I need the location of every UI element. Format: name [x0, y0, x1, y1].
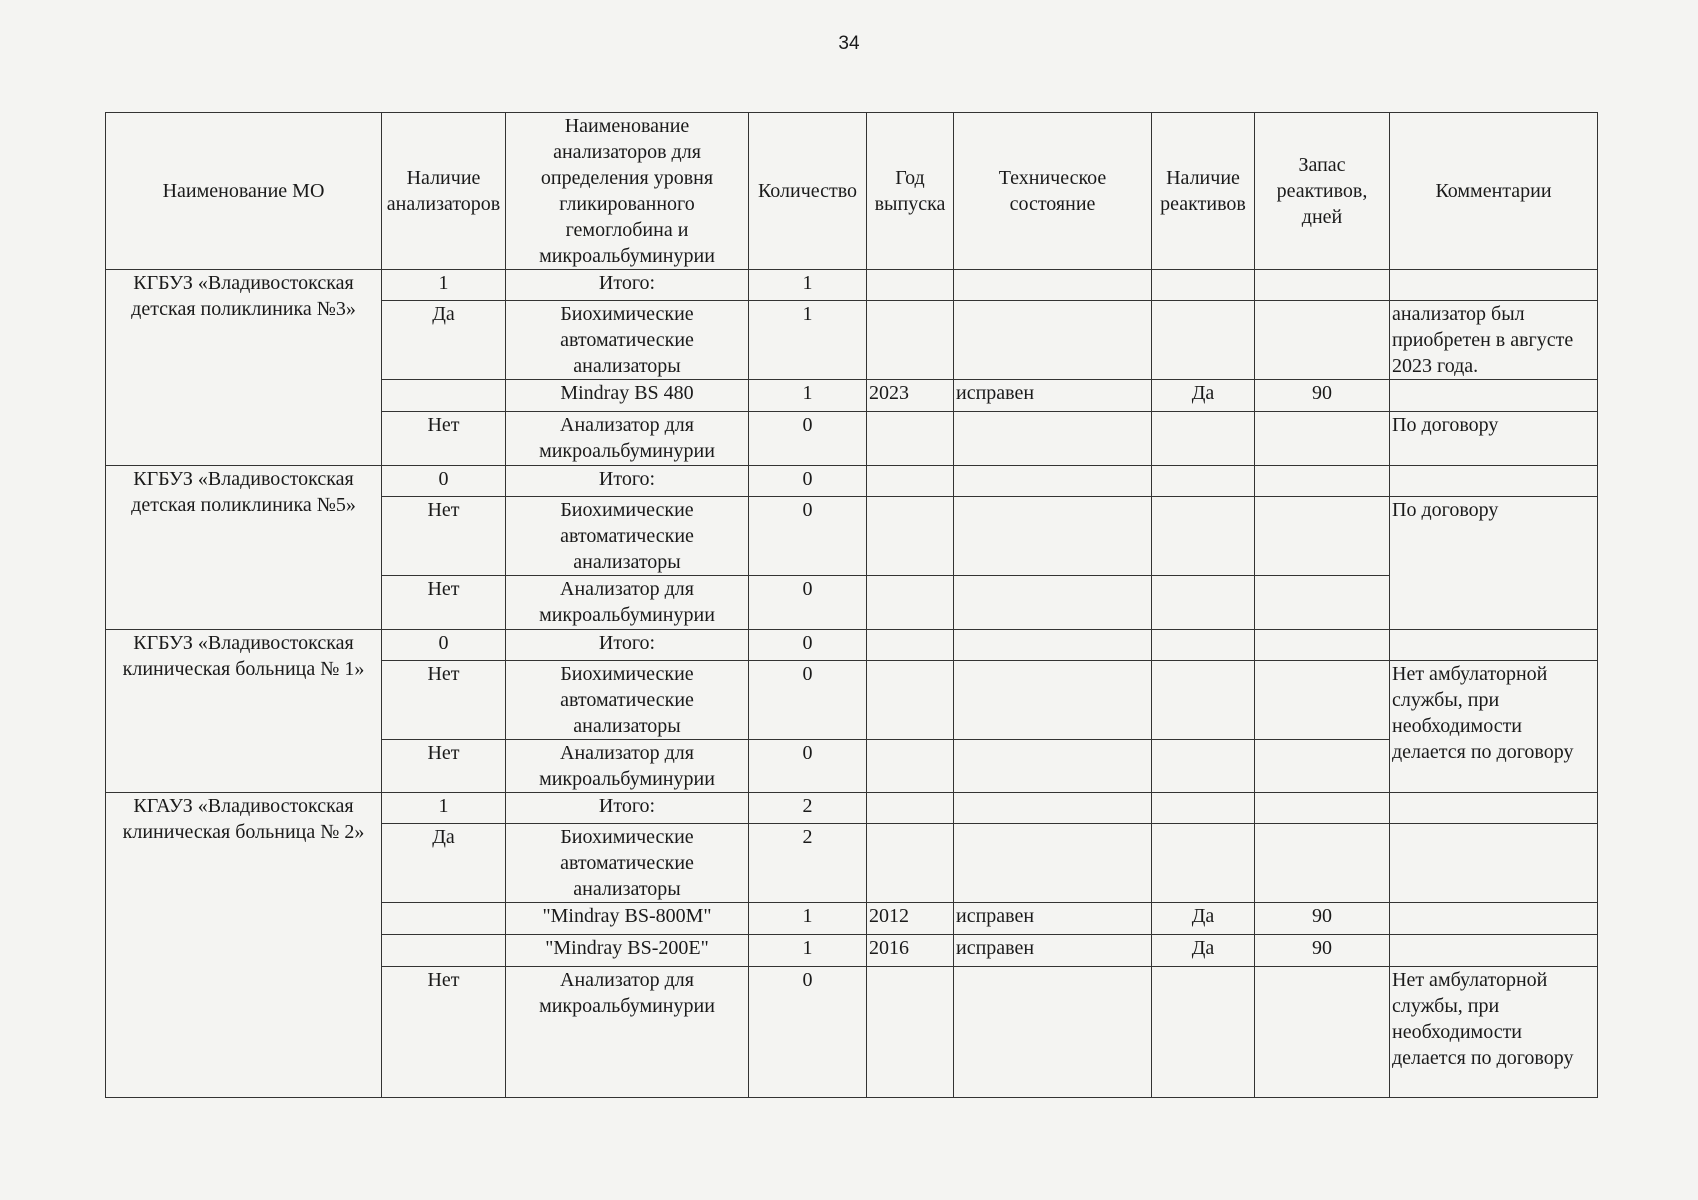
year-cell	[867, 412, 954, 466]
analyzer-cell: Анализатор для микроальбуминурии	[506, 967, 749, 1098]
model-name: "Mindray BS-200E"	[506, 935, 749, 967]
has-cell: 1	[382, 793, 506, 824]
reagents-cell: Да	[1152, 380, 1255, 412]
comment-cell	[1390, 466, 1598, 497]
header-reagent-stock: Запас реактивов, дней	[1255, 113, 1390, 270]
state-cell	[954, 661, 1152, 740]
model-name: Mindray BS 480	[506, 380, 749, 412]
mo-name: КГАУЗ «Владивостокская клиническая больница № 2»	[106, 793, 382, 1098]
stock-cell	[1255, 270, 1390, 301]
comment-cell: анализатор был приобретен в августе 2023 года.	[1390, 301, 1598, 380]
analyzer-cell: Итого:	[506, 793, 749, 824]
state-cell	[954, 740, 1152, 793]
year-cell: 2016	[867, 935, 954, 967]
year-cell	[867, 630, 954, 661]
reagents-cell: Да	[1152, 935, 1255, 967]
table-row	[106, 270, 1598, 301]
analyzers-table	[105, 112, 1598, 1098]
qty-cell: 0	[749, 412, 867, 466]
analyzer-cell: Анализатор для микроальбуминурии	[506, 740, 749, 793]
qty-cell: 2	[749, 793, 867, 824]
comment-cell	[1390, 793, 1598, 824]
qty-cell: 0	[749, 740, 867, 793]
analyzer-cell: Итого:	[506, 630, 749, 661]
qty-cell: 0	[749, 466, 867, 497]
header-year: Год выпуска	[867, 113, 954, 270]
state-cell	[954, 497, 1152, 576]
stock-cell	[1255, 301, 1390, 380]
table-row	[106, 466, 1598, 497]
state-cell	[954, 270, 1152, 301]
stock-cell	[1255, 466, 1390, 497]
analyzer-cell: Биохимические автоматические анализаторы	[506, 301, 749, 380]
comment-cell: Нет амбулаторной службы, при необходимости делается по договору	[1390, 967, 1598, 1098]
reagents-cell	[1152, 630, 1255, 661]
analyzer-cell: Итого:	[506, 270, 749, 301]
table-row	[106, 793, 1598, 824]
header-has-analyzers: Наличие анализаторов	[382, 113, 506, 270]
comment-cell	[1390, 824, 1598, 903]
stock-cell	[1255, 740, 1390, 793]
has-cell: 1	[382, 270, 506, 301]
reagents-cell	[1152, 967, 1255, 1098]
stock-cell: 90	[1255, 903, 1390, 935]
comment-cell	[1390, 935, 1598, 967]
reagents-cell	[1152, 824, 1255, 903]
analyzer-cell: Биохимические автоматические анализаторы	[506, 497, 749, 576]
qty-cell: 1	[749, 270, 867, 301]
comment-cell	[1390, 270, 1598, 301]
analyzer-cell: Итого:	[506, 466, 749, 497]
qty-cell: 0	[749, 576, 867, 630]
qty-cell: 1	[749, 903, 867, 935]
table-row	[106, 630, 1598, 661]
has-cell: Да	[382, 301, 506, 380]
mo-name: КГБУЗ «Владивостокская детская поликлиника №3»	[106, 270, 382, 466]
mo-name: КГБУЗ «Владивостокская клиническая больница № 1»	[106, 630, 382, 793]
state-cell	[954, 576, 1152, 630]
year-cell	[867, 270, 954, 301]
has-cell	[382, 935, 506, 967]
header-mo: Наименование МО	[106, 113, 382, 270]
header-row	[106, 113, 1598, 270]
state-cell	[954, 824, 1152, 903]
has-cell: Нет	[382, 412, 506, 466]
has-cell: Нет	[382, 740, 506, 793]
has-cell: Нет	[382, 576, 506, 630]
reagents-cell	[1152, 576, 1255, 630]
stock-cell: 90	[1255, 380, 1390, 412]
stock-cell	[1255, 661, 1390, 740]
stock-cell	[1255, 412, 1390, 466]
year-cell	[867, 301, 954, 380]
year-cell	[867, 466, 954, 497]
year-cell: 2012	[867, 903, 954, 935]
stock-cell	[1255, 576, 1390, 630]
header-reagents: Наличие реактивов	[1152, 113, 1255, 270]
comment-cell	[1390, 630, 1598, 661]
reagents-cell	[1152, 740, 1255, 793]
state-cell: исправен	[954, 380, 1152, 412]
analyzer-cell: Анализатор для микроальбуминурии	[506, 576, 749, 630]
header-analyzer-name: Наименование анализаторов для определения уровня гликированного гемоглобина и микроальбуминурии	[506, 113, 749, 270]
stock-cell	[1255, 967, 1390, 1098]
year-cell	[867, 576, 954, 630]
state-cell	[954, 630, 1152, 661]
has-cell: 0	[382, 630, 506, 661]
stock-cell	[1255, 824, 1390, 903]
reagents-cell	[1152, 412, 1255, 466]
reagents-cell	[1152, 301, 1255, 380]
state-cell	[954, 412, 1152, 466]
comment-cell: По договору	[1390, 497, 1598, 630]
reagents-cell	[1152, 661, 1255, 740]
header-comments: Комментарии	[1390, 113, 1598, 270]
model-name: "Mindray BS-800M"	[506, 903, 749, 935]
has-cell: Нет	[382, 967, 506, 1098]
qty-cell: 0	[749, 497, 867, 576]
year-cell	[867, 967, 954, 1098]
stock-cell	[1255, 497, 1390, 576]
year-cell	[867, 661, 954, 740]
year-cell	[867, 740, 954, 793]
has-cell: Нет	[382, 661, 506, 740]
year-cell: 2023	[867, 380, 954, 412]
qty-cell: 0	[749, 661, 867, 740]
has-cell: Да	[382, 824, 506, 903]
qty-cell: 1	[749, 301, 867, 380]
analyzer-cell: Биохимические автоматические анализаторы	[506, 824, 749, 903]
year-cell	[867, 793, 954, 824]
comment-cell: Нет амбулаторной службы, при необходимости делается по договору	[1390, 661, 1598, 793]
comment-cell	[1390, 903, 1598, 935]
analyzer-cell: Анализатор для микроальбуминурии	[506, 412, 749, 466]
stock-cell: 90	[1255, 935, 1390, 967]
has-cell	[382, 903, 506, 935]
reagents-cell	[1152, 497, 1255, 576]
qty-cell: 0	[749, 967, 867, 1098]
reagents-cell	[1152, 270, 1255, 301]
state-cell: исправен	[954, 935, 1152, 967]
state-cell	[954, 967, 1152, 1098]
state-cell	[954, 301, 1152, 380]
reagents-cell: Да	[1152, 903, 1255, 935]
state-cell	[954, 793, 1152, 824]
comment-cell: По договору	[1390, 412, 1598, 466]
qty-cell: 1	[749, 935, 867, 967]
mo-name: КГБУЗ «Владивостокская детская поликлиника №5»	[106, 466, 382, 630]
header-tech-state: Техническое состояние	[954, 113, 1152, 270]
has-cell	[382, 380, 506, 412]
has-cell: 0	[382, 466, 506, 497]
qty-cell: 2	[749, 824, 867, 903]
state-cell: исправен	[954, 903, 1152, 935]
page-number: 34	[838, 33, 860, 54]
has-cell: Нет	[382, 497, 506, 576]
analyzer-cell: Биохимические автоматические анализаторы	[506, 661, 749, 740]
stock-cell	[1255, 630, 1390, 661]
reagents-cell	[1152, 793, 1255, 824]
header-quantity: Количество	[749, 113, 867, 270]
comment-cell	[1390, 380, 1598, 412]
qty-cell: 1	[749, 380, 867, 412]
state-cell	[954, 466, 1152, 497]
qty-cell: 0	[749, 630, 867, 661]
year-cell	[867, 497, 954, 576]
reagents-cell	[1152, 466, 1255, 497]
year-cell	[867, 824, 954, 903]
stock-cell	[1255, 793, 1390, 824]
